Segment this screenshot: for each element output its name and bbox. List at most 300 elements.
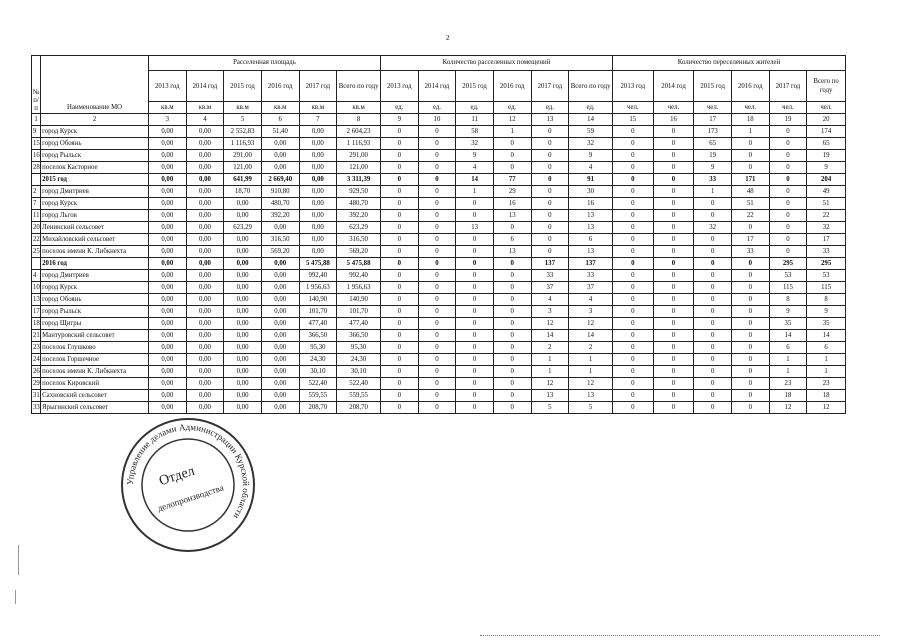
rooms-unit-header: ед. [531, 102, 569, 114]
rooms-value-cell: 0 [531, 186, 569, 198]
people-value-cell: 0 [694, 282, 732, 294]
rooms-value-cell: 0 [418, 366, 456, 378]
rooms-value-cell: 0 [456, 198, 494, 210]
area-value-cell: 0,00 [148, 318, 186, 330]
rooms-value-cell: 37 [569, 282, 613, 294]
area-value-cell: 0,00 [224, 198, 262, 210]
people-value-cell: 0 [769, 210, 807, 222]
people-value-cell: 0 [653, 390, 694, 402]
rooms-value-cell: 4 [456, 162, 494, 174]
rooms-value-cell: 1 [493, 126, 531, 138]
rooms-value-cell: 0 [456, 402, 494, 414]
area-value-cell: 101,70 [337, 306, 381, 318]
people-unit-header: чел. [731, 102, 769, 114]
people-value-cell: 0 [612, 126, 653, 138]
rooms-value-cell: 13 [569, 210, 613, 222]
people-value-cell: 0 [653, 186, 694, 198]
people-value-cell: 0 [653, 402, 694, 414]
people-value-cell: 0 [694, 378, 732, 390]
people-value-cell: 0 [653, 330, 694, 342]
rooms-value-cell: 0 [380, 258, 418, 270]
area-value-cell: 480,70 [337, 198, 381, 210]
rooms-value-cell: 1 [531, 354, 569, 366]
people-value-cell: 9 [694, 162, 732, 174]
area-value-cell: 477,40 [337, 318, 381, 330]
table-row [32, 342, 846, 354]
rooms-value-cell: 0 [456, 294, 494, 306]
resettlement-table [31, 55, 846, 414]
column-number: 17 [694, 114, 732, 126]
area-value-cell: 0,00 [261, 162, 299, 174]
rooms-unit-header: ед. [493, 102, 531, 114]
column-number: 2 [41, 114, 149, 126]
people-value-cell: 0 [731, 378, 769, 390]
area-value-cell: 0,00 [261, 342, 299, 354]
area-value-cell: 0,00 [148, 234, 186, 246]
people-value-cell: 53 [769, 270, 807, 282]
row-number-cell: 10 [32, 282, 41, 294]
column-number: 11 [456, 114, 494, 126]
people-value-cell: 0 [612, 210, 653, 222]
area-value-cell: 0,00 [148, 366, 186, 378]
people-value-cell: 0 [731, 270, 769, 282]
rooms-value-cell: 0 [493, 150, 531, 162]
people-value-cell: 0 [694, 246, 732, 258]
rooms-value-cell: 0 [380, 198, 418, 210]
people-value-cell: 1 [807, 366, 846, 378]
people-value-cell: 17 [807, 234, 846, 246]
area-value-cell: 0,00 [224, 366, 262, 378]
rooms-value-cell: 0 [493, 222, 531, 234]
people-value-cell: 0 [653, 282, 694, 294]
people-value-cell: 295 [807, 258, 846, 270]
area-value-cell: 30,10 [337, 366, 381, 378]
area-value-cell: 0,00 [186, 186, 224, 198]
row-number-cell: 21 [32, 330, 41, 342]
municipality-name-cell: город Курск [41, 126, 149, 138]
rooms-value-cell: 0 [493, 294, 531, 306]
people-value-cell: 32 [807, 222, 846, 234]
area-value-cell: 0,00 [299, 138, 337, 150]
area-value-cell: 0,00 [186, 138, 224, 150]
rooms-value-cell: 14 [531, 330, 569, 342]
people-value-cell: 0 [694, 330, 732, 342]
area-value-cell: 0,00 [186, 258, 224, 270]
people-value-cell: 173 [694, 126, 732, 138]
municipality-name-cell: город Курск [41, 198, 149, 210]
people-value-cell: 0 [694, 402, 732, 414]
people-value-cell: 0 [612, 342, 653, 354]
people-value-cell: 204 [807, 174, 846, 186]
rooms-value-cell: 0 [380, 330, 418, 342]
rooms-value-cell: 0 [531, 150, 569, 162]
rooms-value-cell: 0 [493, 318, 531, 330]
municipality-name-cell: город Дмитриев [41, 186, 149, 198]
area-value-cell: 30,10 [299, 366, 337, 378]
rooms-unit-header: ед. [569, 102, 613, 114]
area-value-cell: 0,00 [299, 186, 337, 198]
people-value-cell: 0 [769, 162, 807, 174]
area-value-cell: 121,00 [337, 162, 381, 174]
rooms-value-cell: 0 [380, 210, 418, 222]
area-value-cell: 0,00 [224, 402, 262, 414]
people-value-cell: 0 [769, 222, 807, 234]
people-value-cell: 0 [731, 342, 769, 354]
area-value-cell: 522,40 [337, 378, 381, 390]
people-year-header: 2013 год [612, 71, 653, 102]
area-value-cell: 0,00 [261, 330, 299, 342]
area-value-cell: 0,00 [148, 162, 186, 174]
area-value-cell: 0,00 [186, 162, 224, 174]
area-value-cell: 392,20 [337, 210, 381, 222]
row-number-cell: 9 [32, 126, 41, 138]
table-row [32, 186, 846, 198]
municipality-name-cell: поселок имени К. Либкнехта [41, 366, 149, 378]
people-value-cell: 0 [612, 246, 653, 258]
area-value-cell: 24,30 [337, 354, 381, 366]
people-value-cell: 0 [731, 150, 769, 162]
rooms-value-cell: 0 [531, 210, 569, 222]
people-value-cell: 33 [807, 246, 846, 258]
area-value-cell: 0,00 [261, 258, 299, 270]
rooms-value-cell: 0 [380, 354, 418, 366]
rooms-value-cell: 137 [531, 258, 569, 270]
row-number-cell: 11 [32, 210, 41, 222]
rooms-value-cell: 0 [456, 210, 494, 222]
people-value-cell: 0 [769, 174, 807, 186]
people-value-cell: 14 [807, 330, 846, 342]
people-value-cell: 0 [694, 198, 732, 210]
people-value-cell: 0 [612, 294, 653, 306]
table-row [32, 138, 846, 150]
area-value-cell: 208,70 [337, 402, 381, 414]
table-header [32, 56, 846, 126]
area-unit-header: кв.м [148, 102, 186, 114]
area-value-cell: 0,00 [148, 330, 186, 342]
row-number-cell: 31 [32, 390, 41, 402]
area-value-cell: 140,90 [337, 294, 381, 306]
area-unit-header: кв.м [224, 102, 262, 114]
people-value-cell: 1 [731, 126, 769, 138]
people-value-cell: 0 [612, 138, 653, 150]
rooms-value-cell: 0 [380, 150, 418, 162]
area-value-cell: 0,00 [148, 258, 186, 270]
rooms-value-cell: 13 [569, 390, 613, 402]
area-value-cell: 569,20 [337, 246, 381, 258]
rooms-value-cell: 0 [380, 174, 418, 186]
area-value-cell: 0,00 [186, 222, 224, 234]
area-group-header: Расселенная площадь [148, 56, 380, 71]
people-unit-header: чел. [807, 102, 846, 114]
rooms-value-cell: 0 [456, 270, 494, 282]
rooms-value-cell: 0 [380, 162, 418, 174]
people-value-cell: 65 [694, 138, 732, 150]
people-value-cell: 8 [769, 294, 807, 306]
column-number: 18 [731, 114, 769, 126]
rooms-value-cell: 0 [380, 294, 418, 306]
area-year-header: 2013 год [148, 71, 186, 102]
people-value-cell: 33 [694, 174, 732, 186]
area-value-cell: 0,00 [224, 342, 262, 354]
column-number: 10 [418, 114, 456, 126]
rooms-value-cell: 13 [569, 222, 613, 234]
people-value-cell: 0 [769, 126, 807, 138]
people-value-cell: 0 [612, 258, 653, 270]
row-number-cell [32, 258, 41, 270]
total-row [32, 258, 846, 270]
area-value-cell: 51,40 [261, 126, 299, 138]
people-value-cell: 0 [731, 138, 769, 150]
rooms-value-cell: 0 [531, 222, 569, 234]
area-value-cell: 2 669,40 [261, 174, 299, 186]
area-value-cell: 0,00 [186, 378, 224, 390]
area-value-cell: 992,40 [337, 270, 381, 282]
people-value-cell: 1 [807, 354, 846, 366]
people-unit-header: чел. [769, 102, 807, 114]
column-number: 16 [653, 114, 694, 126]
area-value-cell: 0,00 [148, 342, 186, 354]
people-value-cell: 0 [694, 258, 732, 270]
rooms-value-cell: 0 [418, 150, 456, 162]
area-value-cell: 101,70 [299, 306, 337, 318]
people-value-cell: 48 [731, 186, 769, 198]
area-value-cell: 1 956,63 [337, 282, 381, 294]
people-value-cell: 0 [694, 366, 732, 378]
people-value-cell: 0 [653, 354, 694, 366]
people-value-cell: 1 [694, 186, 732, 198]
people-value-cell: 14 [769, 330, 807, 342]
rooms-value-cell: 12 [531, 378, 569, 390]
rooms-year-header: 2013 год [380, 71, 418, 102]
area-value-cell: 291,00 [224, 150, 262, 162]
people-value-cell: 22 [731, 210, 769, 222]
area-value-cell: 1 956,63 [299, 282, 337, 294]
area-value-cell: 0,00 [224, 246, 262, 258]
municipality-name-cell: Мантуровский сельсовет [41, 330, 149, 342]
scan-artifact [15, 590, 16, 604]
rooms-value-cell: 0 [380, 306, 418, 318]
area-value-cell: 0,00 [186, 306, 224, 318]
people-value-cell: 0 [694, 210, 732, 222]
people-value-cell: 0 [769, 198, 807, 210]
rooms-value-cell: 0 [531, 198, 569, 210]
scan-artifact [18, 545, 19, 575]
total-row [32, 174, 846, 186]
column-number: 7 [299, 114, 337, 126]
people-value-cell: 0 [653, 318, 694, 330]
rooms-value-cell: 0 [418, 174, 456, 186]
people-value-cell: 33 [731, 246, 769, 258]
area-value-cell: 569,20 [261, 246, 299, 258]
area-value-cell: 0,00 [261, 222, 299, 234]
table-row [32, 270, 846, 282]
municipality-name-cell: город Щигры [41, 318, 149, 330]
people-value-cell: 0 [612, 366, 653, 378]
people-value-cell: 65 [807, 138, 846, 150]
municipality-name-cell: 2015 год [41, 174, 149, 186]
rooms-value-cell: 13 [569, 246, 613, 258]
people-value-cell: 23 [769, 378, 807, 390]
rooms-value-cell: 0 [456, 330, 494, 342]
rooms-value-cell: 0 [456, 246, 494, 258]
rooms-value-cell: 0 [380, 282, 418, 294]
area-value-cell: 522,40 [299, 378, 337, 390]
rooms-value-cell: 0 [418, 318, 456, 330]
rooms-value-cell: 1 [569, 354, 613, 366]
row-number-cell: 33 [32, 402, 41, 414]
municipality-name-cell: поселок Горшечное [41, 354, 149, 366]
people-value-cell: 1 [769, 354, 807, 366]
row-number-cell: 20 [32, 222, 41, 234]
people-value-cell: 18 [769, 390, 807, 402]
people-value-cell: 0 [731, 162, 769, 174]
area-value-cell: 0,00 [224, 306, 262, 318]
row-number-cell: 15 [32, 138, 41, 150]
column-number: 6 [261, 114, 299, 126]
row-number-cell: 18 [32, 318, 41, 330]
area-value-cell: 0,00 [186, 402, 224, 414]
area-value-cell: 0,00 [148, 270, 186, 282]
rooms-value-cell: 13 [531, 390, 569, 402]
area-value-cell: 0,00 [224, 210, 262, 222]
rooms-value-cell: 0 [456, 234, 494, 246]
rooms-value-cell: 0 [493, 402, 531, 414]
rooms-value-cell: 30 [569, 186, 613, 198]
area-value-cell: 0,00 [224, 378, 262, 390]
column-number: 19 [769, 114, 807, 126]
people-value-cell: 18 [807, 390, 846, 402]
rooms-value-cell: 0 [380, 222, 418, 234]
rooms-value-cell: 0 [418, 222, 456, 234]
column-number: 5 [224, 114, 262, 126]
rooms-unit-header: ед. [456, 102, 494, 114]
area-value-cell: 0,00 [261, 306, 299, 318]
area-value-cell: 0,00 [186, 234, 224, 246]
people-value-cell: 0 [653, 306, 694, 318]
area-value-cell: 0,00 [224, 318, 262, 330]
people-value-cell: 0 [653, 198, 694, 210]
scan-artifact [480, 635, 880, 636]
rooms-year-header: 2014 год [418, 71, 456, 102]
area-value-cell: 559,55 [299, 390, 337, 402]
people-value-cell: 0 [612, 150, 653, 162]
area-value-cell: 0,00 [148, 354, 186, 366]
people-value-cell: 0 [612, 318, 653, 330]
rooms-value-cell: 0 [418, 246, 456, 258]
municipality-name-cell: Ярыгинский сельсовет [41, 402, 149, 414]
rooms-year-header: Всего по году [569, 71, 613, 102]
people-value-cell: 0 [769, 234, 807, 246]
people-value-cell: 12 [807, 402, 846, 414]
area-value-cell: 641,99 [224, 174, 262, 186]
area-value-cell: 24,30 [299, 354, 337, 366]
rooms-value-cell: 137 [569, 258, 613, 270]
area-value-cell: 0,00 [224, 390, 262, 402]
rooms-value-cell: 3 [531, 306, 569, 318]
rooms-value-cell: 13 [456, 222, 494, 234]
rooms-value-cell: 0 [418, 162, 456, 174]
area-value-cell: 316,50 [261, 234, 299, 246]
row-number-header: № п/п [32, 56, 41, 114]
area-value-cell: 0,00 [186, 318, 224, 330]
area-year-header: 2016 год [261, 71, 299, 102]
rooms-value-cell: 2 [531, 342, 569, 354]
row-number-cell: 26 [32, 366, 41, 378]
municipality-name-cell: поселок Касторное [41, 162, 149, 174]
row-number-cell: 24 [32, 354, 41, 366]
table-row [32, 162, 846, 174]
rooms-value-cell: 3 [569, 306, 613, 318]
area-value-cell: 0,00 [299, 246, 337, 258]
area-unit-header: кв.м [186, 102, 224, 114]
area-value-cell: 0,00 [148, 126, 186, 138]
people-value-cell: 0 [731, 294, 769, 306]
rooms-value-cell: 6 [493, 234, 531, 246]
rooms-value-cell: 0 [380, 390, 418, 402]
municipality-name-cell: город Рыльск [41, 306, 149, 318]
area-value-cell: 0,00 [299, 234, 337, 246]
area-value-cell: 208,70 [299, 402, 337, 414]
people-value-cell: 0 [653, 378, 694, 390]
table-row [32, 378, 846, 390]
people-value-cell: 0 [653, 234, 694, 246]
area-value-cell: 0,00 [148, 186, 186, 198]
area-year-header: 2014 год [186, 71, 224, 102]
area-value-cell: 0,00 [299, 126, 337, 138]
rooms-value-cell: 0 [380, 402, 418, 414]
people-value-cell: 0 [612, 198, 653, 210]
rooms-value-cell: 6 [569, 234, 613, 246]
rooms-value-cell: 0 [418, 126, 456, 138]
column-number: 4 [186, 114, 224, 126]
table-row [32, 198, 846, 210]
people-value-cell: 0 [653, 210, 694, 222]
rooms-value-cell: 0 [531, 126, 569, 138]
people-value-cell: 0 [653, 342, 694, 354]
people-value-cell: 53 [807, 270, 846, 282]
people-value-cell: 51 [731, 198, 769, 210]
rooms-year-header: 2015 год [456, 71, 494, 102]
people-value-cell: 0 [612, 378, 653, 390]
people-group-header: Количество переселенных жителей [612, 56, 845, 71]
table-row [32, 330, 846, 342]
people-value-cell: 17 [731, 234, 769, 246]
people-value-cell: 0 [653, 222, 694, 234]
table-row [32, 390, 846, 402]
rooms-value-cell: 0 [418, 330, 456, 342]
rooms-value-cell: 5 [531, 402, 569, 414]
people-year-header: 2016 год [731, 71, 769, 102]
rooms-value-cell: 0 [456, 390, 494, 402]
rooms-value-cell: 14 [456, 174, 494, 186]
municipality-name-cell: поселок Кировский [41, 378, 149, 390]
name-header: Наименование МО [41, 56, 149, 114]
area-value-cell: 559,55 [337, 390, 381, 402]
rooms-value-cell: 0 [418, 354, 456, 366]
area-value-cell: 0,00 [224, 234, 262, 246]
rooms-value-cell: 0 [418, 294, 456, 306]
area-value-cell: 0,00 [299, 210, 337, 222]
area-value-cell: 0,00 [299, 162, 337, 174]
rooms-value-cell: 0 [418, 258, 456, 270]
people-value-cell: 6 [807, 342, 846, 354]
rooms-value-cell: 0 [418, 210, 456, 222]
people-value-cell: 115 [769, 282, 807, 294]
row-number-cell: 16 [32, 150, 41, 162]
area-value-cell: 0,00 [186, 282, 224, 294]
table-row [32, 354, 846, 366]
people-value-cell: 0 [612, 306, 653, 318]
